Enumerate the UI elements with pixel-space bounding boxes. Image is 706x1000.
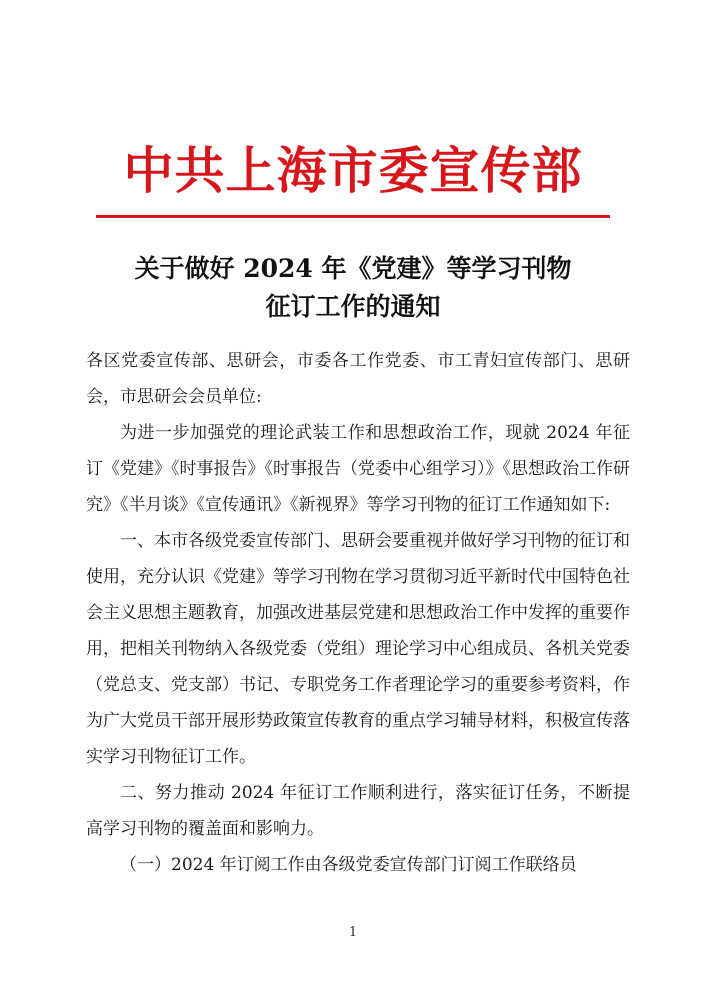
document-title-line-2: 征订工作的通知 [265,292,441,321]
body-paragraph-intro: 为进一步加强党的理论武装工作和思想政治工作，现就 2024 年征订《党建》《时事报告》《时事报告（党委中心组学习）》《思想政治工作研究》《半月谈》《宣传通讯》《新视界》等学习刊物的征订工作通知如下: [86,423,630,515]
addressee: 各区党委宣传部、思研会，市委各工作党委、市工青妇宣传部门、思研会，市思研会会员单位: [86,351,630,407]
document-title-line-1: 关于做好 2024 年《党建》等学习刊物 [134,254,572,283]
body-paragraph-section-1: 一、本市各级党委宣传部门、思研会要重视并做好学习刊物的征订和使用，充分认识《党建》等学习刊物在学习贯彻习近平新时代中国特色社会主义思想主题教育，加强改进基层党建和思想政治工作中发挥的重要作用，把相关刊物纳入各级党委（党组）理论学习中心组成员、各机关党委（党总支、党支部）书记、专职党务工作者理论学习的重要参考资料，作为广大党员干部开展形势政策宣传教育的重点学习辅导材料，积极宣传落实学习刊物征订工作。 [86,531,630,767]
page-number: 1 [348,925,358,940]
document-body [86,343,630,883]
letterhead-org-name: 中共上海市委宣传部 [123,142,583,200]
body-paragraph-subsection-1: （一）2024 年订阅工作由各级党委宣传部门订阅工作联络员 [120,855,577,875]
body-paragraph-section-2: 二、努力推动 2024 年征订工作顺利进行，落实征订任务，不断提高学习刊物的覆盖面和影响力。 [86,783,630,839]
letterhead-red-rule [96,215,610,218]
